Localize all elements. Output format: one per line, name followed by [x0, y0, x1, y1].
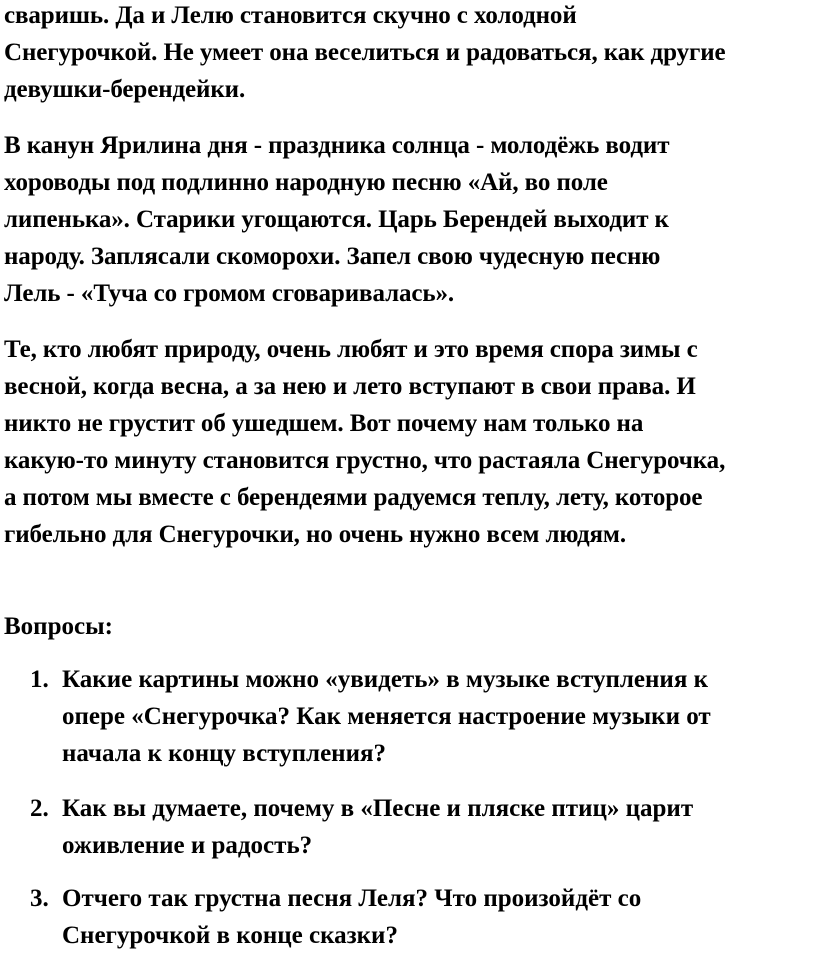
question-line: оживление и радость?: [62, 832, 313, 859]
question-number: 2.: [30, 795, 49, 822]
paragraph-line: гибельно для Снегурочки, но очень нужно всем людям.: [4, 521, 627, 548]
question-line: Отчего так грустна песня Леля? Что произойдёт со: [62, 885, 642, 912]
question-number: 1.: [30, 666, 49, 693]
paragraph-2: [4, 127, 812, 312]
question-line: Какие картины можно «увидеть» в музыке вступления к: [62, 666, 709, 693]
paragraph-1: [4, 0, 812, 108]
paragraph-line: сваришь. Да и Лелю становится скучно с холодной: [4, 2, 577, 29]
paragraph-line: народу. Заплясали скоморохи. Запел свою чудесную песню: [4, 243, 661, 270]
question-line: Снегурочкой в конце сказки?: [62, 922, 398, 949]
question-text: [62, 790, 693, 864]
paragraph-line: никто не грустит об ушедшем. Вот почему нам только на: [4, 410, 644, 437]
paragraph-line: липенька». Старики угощаются. Царь Берендей выходит к: [4, 206, 669, 233]
question-line: начала к концу вступления?: [62, 740, 386, 767]
paragraph-line: девушки-берендейки.: [4, 76, 246, 103]
paragraph-line: Лель - «Туча со громом сговаривалась».: [4, 280, 455, 307]
question-line: опере «Снегурочка? Как меняется настроение музыки от: [62, 703, 711, 730]
question-text: [62, 661, 711, 772]
question-text: [62, 880, 641, 954]
paragraph-line: весной, когда весна, а за нею и лето вступают в свои права. И: [4, 373, 696, 400]
paragraph-3: [4, 331, 812, 553]
questions-heading: Вопросы:: [4, 613, 113, 640]
paragraph-line: Те, кто любят природу, очень любят и это время спора зимы с: [4, 336, 698, 363]
paragraph-line: какую-то минуту становится грустно, что растаяла Снегурочка,: [4, 447, 726, 474]
paragraph-line: хороводы под подлинно народную песню «Ай, во поле: [4, 169, 608, 196]
paragraph-line: В канун Ярилина дня - праздника солнца - молодёжь водит: [4, 132, 670, 159]
paragraph-line: а потом мы вместе с берендеями радуемся теплу, лету, которое: [4, 484, 703, 511]
paragraph-line: Снегурочкой. Не умеет она веселиться и радоваться, как другие: [4, 39, 726, 66]
question-line: Как вы думаете, почему в «Песне и пляске птиц» царит: [62, 795, 694, 822]
question-number: 3.: [30, 885, 49, 912]
